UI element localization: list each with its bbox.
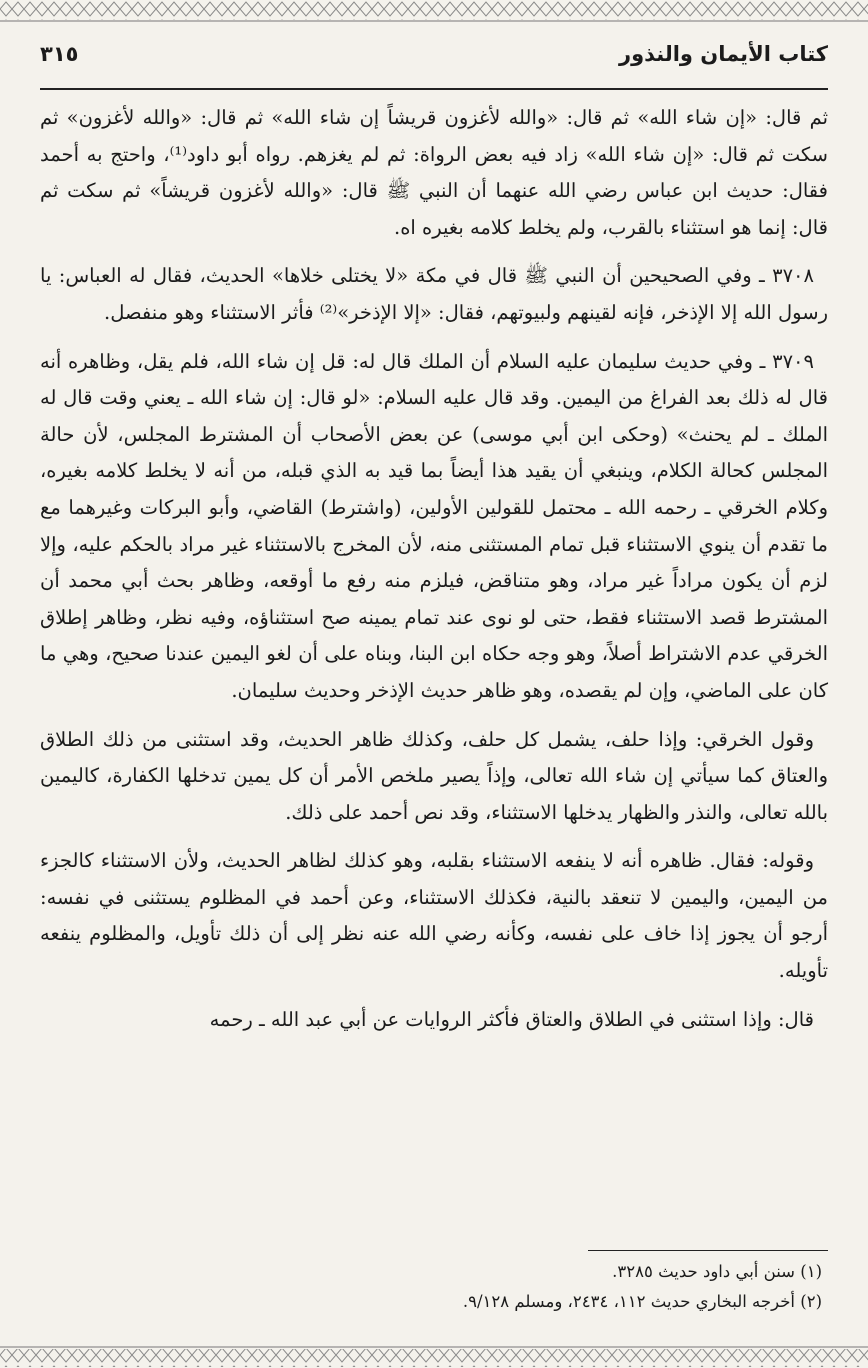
paragraph: قال: وإذا استثنى في الطلاق والعتاق فأكثر الروايات عن أبي عبد الله ـ رحمه (209, 1007, 814, 1031)
header-rule (40, 88, 828, 90)
top-ornamental-border (0, 0, 868, 22)
paragraph: ٣٧٠٨ ـ وفي الصحيحين أن النبي ﷺ قال في مكة «لا يختلى خلاها» الحديث، فقال له العباس: يا رسول الله إلا الإذخر، فإنه لقينهم ولبيوتهم، فقال: «إلا الإذخر»⁽²⁾ فأثر الاستثناء وهو منفصل. (40, 264, 828, 324)
paragraph: وقوله: فقال. ظاهره أنه لا ينفعه الاستثناء بقلبه، وهو كذلك لظاهر الحديث، ولأن الاستثناء كالجزء من اليمين، واليمين لا تنعقد بالنية، فكذلك الاستثناء، وعن أحمد في المظلوم يستثنى في نفسه: أرجو أن يجوز إذا خاف على نفسه، وكأنه رضي الله عنه نظر إلى أن ذلك تأويل، والمظلوم ينفعه تأويله. (40, 849, 828, 983)
paragraph: ٣٧٠٩ ـ وفي حديث سليمان عليه السلام أن الملك قال له: قل إن شاء الله، فلم يقل، وظاهره أنه قال له ذلك بعد الفراغ من اليمين. وقد قال عليه السلام: «لو قال: إن شاء الله ـ يعني وقت قال له الملك ـ لم يحنث» (وحكى ابن أبي موسى) عن بعض الأصحاب أن المشترط المجلس، لأن حالة المجلس كحالة الكلام، وينبغي أن يقيد هذا أيضاً بما قيد به الذي قبله، من أنه لا يخلط كلامه بغيره، وكلام الخرقي ـ رحمه الله ـ محتمل للقولين الأولين، (واشترط) القاضي، وأبو البركات وغيرهما مع ما تقدم أن ينوي الاستثناء قبل تمام المستثنى منه، لأن المخرج بالاستثناء غير مراد بالحكم عليه، وإلا لزم أن يكون مراداً غير مراد، وهو متناقض، فيلزم منه رفع ما أوقعه، وظاهر بحث أبي محمد أن المشترط قصد الاستثناء فقط، حتى لو نوى عند تمام يمينه صح استثناؤه، وفيه نظر، وظاهر إطلاق الخرقي عدم الاشتراط أصلاً، وهو وجه حكاه ابن البنا، وبناه على أن لغو اليمين عندنا صحيح، وهي ما كان على الماضي، وإن لم يقصده، وهو ظاهر حديث الإذخر وحديث سليمان. (40, 349, 828, 702)
footnotes (40, 1250, 828, 1317)
paragraph: ثم قال: «إن شاء الله» ثم قال: «والله لأغزون قريشاً إن شاء الله» ثم قال: «والله لأغزون» ثم سكت ثم قال: «إن شاء الله» زاد فيه بعض الرواة: ثم لم يغزهم. رواه أبو داود⁽¹⁾، واحتج به أحمد فقال: حديث ابن عباس رضي الله عنهما أن النبي ﷺ قال: «والله لأغزون قريشاً» ثم سكت ثم قال: إنما هو استثناء بالقرب، ولم يخلط كلامه بغيره اه. (40, 106, 828, 239)
bottom-ornamental-border (0, 1346, 868, 1368)
footnote: (٢) أخرجه البخاري حديث ١١٢، ٢٤٣٤، ومسلم ٩/١٢٨. (462, 1292, 822, 1311)
footnote-rule (588, 1250, 828, 1251)
running-head: كتاب الأيمان والنذور (619, 42, 828, 66)
paragraph: وقول الخرقي: وإذا حلف، يشمل كل حلف، وكذلك ظاهر الحديث، وقد استثنى من ذلك الطلاق والعتاق كما سيأتي إن شاء الله تعالى، وإذاً يصير ملخص الأمر أن كل يمين تدخلها الكفارة، كاليمين بالله تعالى، والنذر والظهار يدخلها الاستثناء، وقد نص أحمد على ذلك. (40, 727, 828, 824)
footnote: (١) سنن أبي داود حديث ٣٢٨٥. (612, 1262, 822, 1281)
page-header (40, 30, 828, 90)
main-text (40, 100, 828, 1050)
page-number: ٣١٥ (40, 42, 79, 66)
